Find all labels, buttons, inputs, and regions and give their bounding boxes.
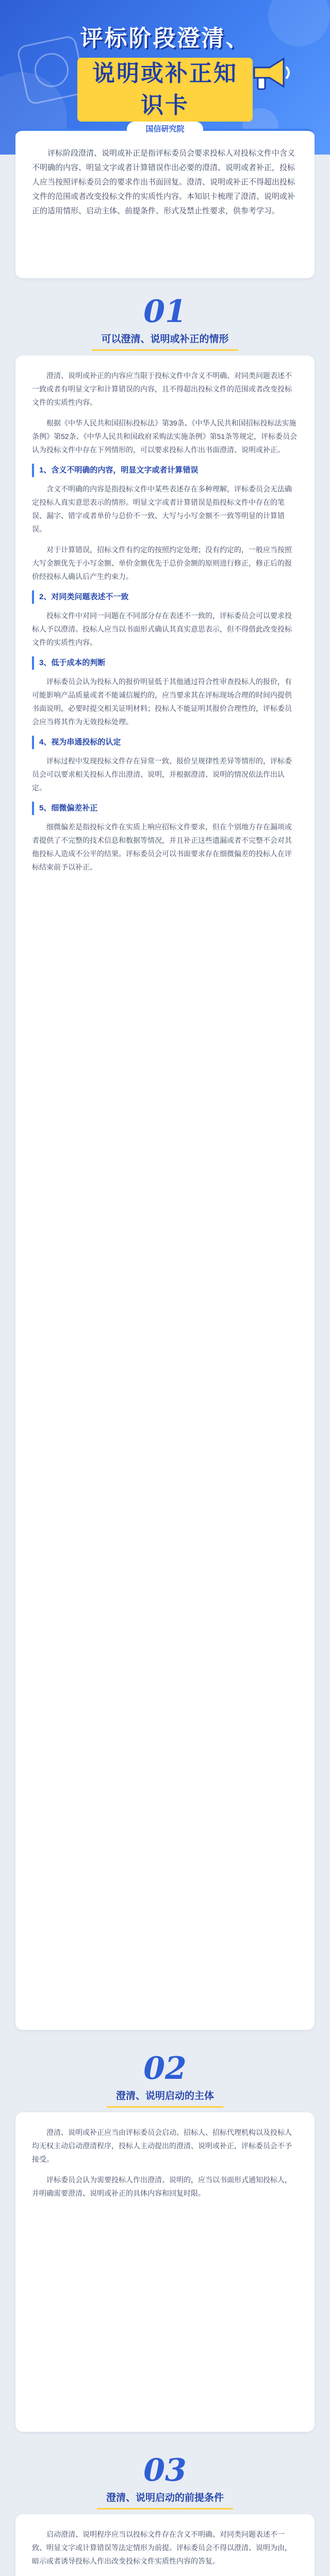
subheading: 2、对同类问题表述不一致	[32, 590, 298, 604]
paragraph: 评标委员会认为需要投标人作出澄清、说明的，应当以书面形式通知投标人，并明确需要澄清、说明或补正的具体内容和回复时限。	[32, 2176, 292, 2197]
hero-title-box	[77, 23, 253, 122]
paragraph: 细微偏差是指投标文件在实质上响应招标文件要求，但在个别地方存在漏项或者提供了不完整的技术信息和数据等情况，并且补正这些遗漏或者不完整不会对其他投标人造成不公平的结果。评标委员会可以书面要求存在细微偏差的投标人在评标结束前予以补正。	[32, 823, 292, 871]
paragraph: 含义不明确的内容是指投标文件中某些表述存在多种理解，评标委员会无法确定投标人真实意思表示的情形。明显文字或者计算错误是指投标文件中存在的笔误、漏字、错字或者单价与总价不一致、大写与小写金额不一致等明显的计算错误。	[32, 485, 292, 533]
intro-card	[15, 125, 315, 278]
section-header-03	[15, 2452, 315, 2510]
section-title: 澄清、说明启动的前提条件	[97, 2488, 233, 2510]
section-header-01	[15, 294, 315, 351]
subheading: 3、低于成本的判断	[32, 656, 298, 670]
subheading: 4、视为串通投标的认定	[32, 736, 298, 749]
section-card-03	[15, 2514, 315, 2576]
section-number: 02	[143, 2050, 187, 2087]
section-card-01	[15, 355, 315, 2030]
section-title: 澄清、说明启动的主体	[107, 2087, 223, 2108]
section-card-02	[15, 2112, 315, 2432]
hero-title-line2: 说明或补正知识卡	[77, 58, 253, 122]
paragraph: 根据《中华人民共和国招标投标法》第39条、《中华人民共和国招标投标法实施条例》第52条、《中华人民共和国政府采购法实施条例》第51条等规定，评标委员会认为投标文件中存在下列情形的，可以要求投标人作出书面澄清、说明或补正。	[32, 419, 298, 454]
section-header-02	[15, 2050, 315, 2108]
megaphone-icon	[246, 49, 293, 96]
paragraph: 澄清、说明或补正应当由评标委员会启动。招标人、招标代理机构以及投标人均无权主动启动澄清程序，投标人主动提出的澄清、说明或补正，评标委员会不予接受。	[32, 2128, 292, 2163]
paragraph: 对于计算错误，招标文件有约定的按照约定处理；没有约定的，一般应当按照大写金额优先于小写金额、单价金额优先于总价金额的原则进行修正，修正后的报价经投标人确认后产生约束力。	[32, 546, 292, 581]
paragraph: 投标文件中对同一问题在不同部分存在表述不一致的，评标委员会可以要求投标人予以澄清。投标人应当以书面形式确认其真实意思表示，但不得借此改变投标文件的实质性内容。	[32, 612, 292, 647]
decor-frame	[16, 35, 87, 106]
paragraph: 启动澄清、说明程序应当以投标文件存在含义不明确、对同类问题表述不一致、明显文字或计算错误等法定情形为前提。评标委员会不得以澄清、说明为由，暗示或者诱导投标人作出改变投标文件实质性内容的答复。	[32, 2530, 292, 2565]
section-number: 03	[143, 2452, 187, 2488]
decor-circle	[268, 0, 330, 46]
section-number: 01	[143, 294, 187, 330]
subheading: 5、细微偏差补正	[32, 802, 298, 815]
paragraph: 评标过程中发现投标文件存在异常一致、报价呈规律性差异等情形的，评标委员会可以要求相关投标人作出澄清、说明，并根据澄清、说明的情况依法作出认定。	[32, 757, 292, 792]
intro-paragraph: 评标阶段澄清、说明或补正是指评标委员会要求投标人对投标文件中含义不明确的内容、明显文字或者计算错误作出必要的澄清、说明或者补正，投标人应当按照评标委员会的要求作出书面回复。澄清、说明或补正不得超出投标文件的范围或者改变投标文件的实质性内容。本知识卡梳理了澄清、说明或补正的适用情形、启动主体、前提条件、形式及禁止性要求，供参考学习。	[32, 149, 295, 215]
section-title: 可以澄清、说明或补正的情形	[92, 330, 238, 351]
paragraph: 评标委员会认为投标人的报价明显低于其他通过符合性审查投标人的报价，有可能影响产品质量或者不能诚信履约的，应当要求其在评标现场合理的时间内提供书面说明，必要时提交相关证明材料；投标人不能证明其报价合理性的，评标委员会应当将其作为无效投标处理。	[32, 677, 292, 726]
source-tag: 国信研究院	[127, 122, 203, 137]
subheading: 1、含义不明确的内容，明显文字或者计算错误	[32, 464, 298, 477]
hero-title-line1: 评标阶段澄清、	[80, 26, 250, 51]
paragraph: 澄清、说明或补正的内容应当限于投标文件中含义不明确、对同类问题表述不一致或者有明显文字和计算错误的内容，且不得超出投标文件的范围或者改变投标文件的实质性内容。	[32, 371, 292, 406]
